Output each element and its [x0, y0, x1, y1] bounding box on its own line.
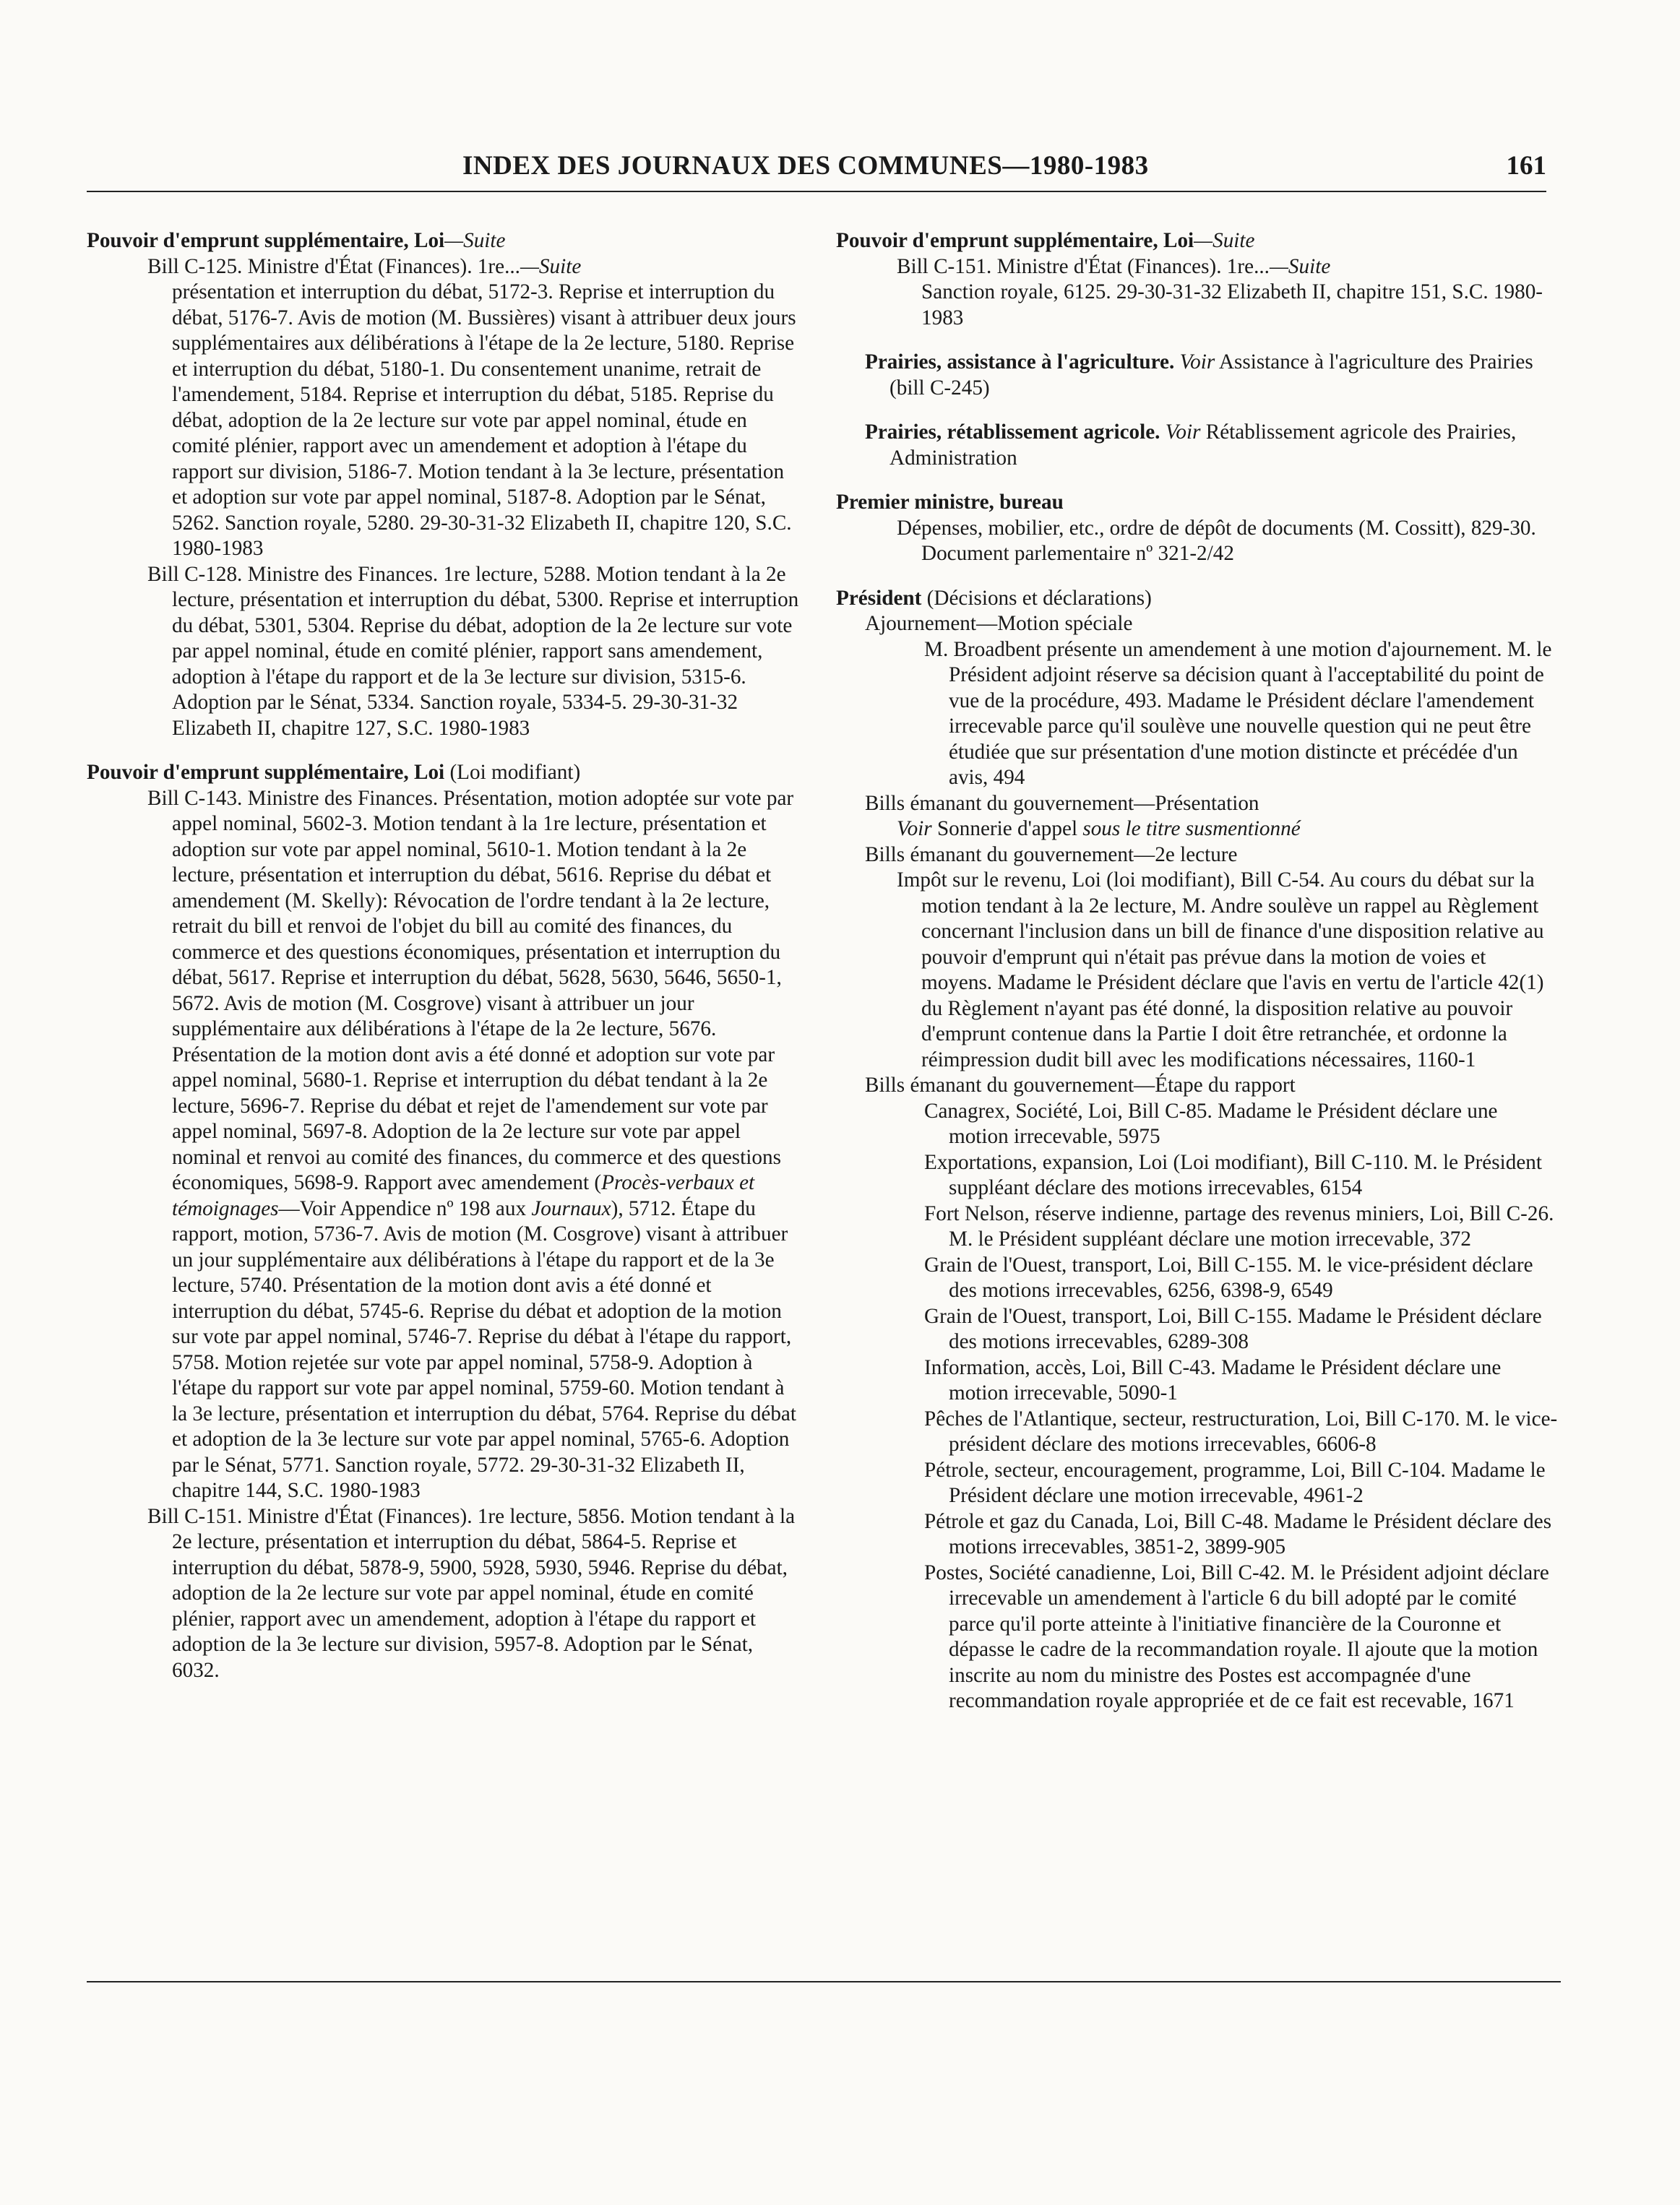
- sub-entry: Canagrex, Société, Loi, Bill C-85. Madame le Président déclare une motion irrecevable, 5975: [924, 1099, 1498, 1148]
- cross-reference: Voir Sonnerie d'appel sous le titre susmentionné: [897, 817, 1301, 840]
- sub-entry: Pétrole, secteur, encouragement, programme, Loi, Bill C-104. Madame le Président déclare une motion irrecevable, 4961-2: [924, 1458, 1546, 1507]
- index-entry: [836, 490, 1561, 567]
- sub-heading: Bills émanant du gouvernement—2e lecture: [865, 842, 1238, 866]
- sub-entry: Pétrole et gaz du Canada, Loi, Bill C-48. Madame le Président déclare des motions irrecevables, 3851-2, 3899-905: [924, 1509, 1552, 1558]
- sub-heading: Bills émanant du gouvernement—Étape du rapport: [865, 1074, 1296, 1097]
- bill-entry: Bill C-143. Ministre des Finances. Présentation, motion adoptée sur vote par appel nominal, 5602-3. Motion tendant à la 1re lecture, présentation et adoption sur vote par appel nominal, 5610-1. Motion tendant à la 2e lecture, présentation et interruption du débat, 5616. Reprise du débat et amendement (M. Skelly): Révocation de l'ordre tendant à la 2e lecture, retrait du bill et renvoi de l'objet du bill au comité des finances, du commerce et des questions économiques, présentation et interruption du débat, 5617. Reprise et interruption du débat, 5628, 5630, 5646, 5650-1, 5672. Avis de motion (M. Cosgrove) visant à attribuer un jour supplémentaire aux délibérations à l'étape de la 2e lecture, 5676. Présentation de la motion dont avis a été donné et adoption sur vote par appel nominal, 5680-1. Reprise et interruption du débat tendant à la 2e lecture, 5696-7. Reprise du débat et rejet de l'amendement sur vote par appel nominal, 5697-8. Adoption de la 2e lecture sur vote par appel nominal et renvoi au comité des finances, du commerce et des questions économiques, 5698-9. Rapport avec amendement (Procès-verbaux et témoignages—Voir Appendice nº 198 aux Journaux), 5712. Étape du rapport, motion, 5736-7. Avis de motion (M. Cosgrove) visant à attribuer un jour supplémentaire aux délibérations à l'étape du rapport et de la 3e lecture, 5740. Présentation de la motion dont avis a été donné et interruption du débat, 5745-6. Reprise du débat et adoption de la motion sur vote par appel nominal, 5746-7. Reprise du débat à l'étape du rapport, 5758. Motion rejetée sur vote par appel nominal, 5758-9. Adoption à l'étape du rapport sur vote par appel nominal, 5759-60. Motion tendant à la 3e lecture, présentation et interruption du débat, 5764. Reprise du débat et adoption de la 3e lecture sur vote par appel nominal, 5765-6. Adoption par le Sénat, 5771. Sanction royale, 5772. 29-30-31-32 Elizabeth II, chapitre 144, S.C. 1980-1983: [147, 786, 796, 1502]
- sub-entry: Dépenses, mobilier, etc., ordre de dépôt de documents (M. Cossitt), 829-30. Document parlementaire nº 321-2/42: [897, 516, 1536, 565]
- page-header: [87, 150, 1546, 194]
- index-entry: [836, 228, 1561, 331]
- sub-heading: Ajournement—Motion spéciale: [865, 612, 1133, 635]
- bill-entry: Bill C-151. Ministre d'État (Finances). 1re...—Suite Sanction royale, 6125. 29-30-31-32 Elizabeth II, chapitre 151, S.C. 1980-1983: [897, 254, 1543, 329]
- index-entry: [87, 228, 802, 741]
- index-entry: Prairies, assistance à l'agriculture. Voir Assistance à l'agriculture des Prairies (bill C-245): [865, 350, 1533, 400]
- sub-entry: Postes, Société canadienne, Loi, Bill C-42. M. le Président adjoint déclare irrecevable un amendement à l'article 6 du bill adopté par le comité parce qu'il porte atteinte à l'initiative financière de la Couronne et dépasse le cadre de la recommandation royale. Il ajoute que la motion inscrite au nom du ministre des Postes est accompagnée d'une recommandation royale appropriée et de ce fait est recevable, 1671: [924, 1561, 1549, 1712]
- page-title: INDEX DES JOURNAUX DES COMMUNES—1980-1983: [462, 151, 1149, 181]
- bill-entry: Bill C-151. Ministre d'État (Finances). 1re lecture, 5856. Motion tendant à la 2e lecture, présentation et interruption du débat, 5864-5. Reprise et interruption du débat, 5878-9, 5900, 5928, 5930, 5946. Reprise du débat, adoption de la 2e lecture sur vote par appel nominal, étude en comité plénier, rapport avec un amendement, adoption à l'étape du rapport et adoption de la 3e lecture sur division, 5957-8. Adoption par le Sénat, 6032.: [147, 1504, 796, 1682]
- entry-heading: Premier ministre, bureau: [836, 491, 1064, 514]
- sub-entry: Grain de l'Ouest, transport, Loi, Bill C-155. M. le vice-président déclare des motions irrecevables, 6256, 6398-9, 6549: [924, 1253, 1533, 1302]
- sub-entry: Grain de l'Ouest, transport, Loi, Bill C-155. Madame le Président déclare des motions irrecevables, 6289-308: [924, 1304, 1542, 1353]
- page-number: 161: [1506, 151, 1546, 181]
- index-entry: [836, 586, 1561, 1714]
- entry-heading: Pouvoir d'emprunt supplémentaire, Loi—Suite: [87, 229, 506, 252]
- sub-entry: Information, accès, Loi, Bill C-43. Madame le Président déclare une motion irrecevable, 5090-1: [924, 1355, 1502, 1404]
- bill-entry: Bill C-125. Ministre d'État (Finances). 1re...—Suite présentation et interruption du débat, 5172-3. Reprise et interruption du débat, 5176-7. Avis de motion (M. Bussières) visant à attribuer deux jours supplémentaires aux délibérations à l'étape de la 2e lecture, 5180. Reprise et interruption du débat, 5180-1. Du consentement unanime, retrait de l'amendement, 5184. Reprise et interruption du débat, 5185. Reprise du débat, adoption de la 2e lecture sur vote par appel nominal, étude en comité plénier, rapport avec un amendement et adoption à l'étape du rapport sur division, 5186-7. Motion tendant à la 3e lecture, présentation et adoption sur vote par appel nominal, 5187-8. Adoption par le Sénat, 5262. Sanction royale, 5280. 29-30-31-32 Elizabeth II, chapitre 120, S.C. 1980-1983: [147, 254, 796, 560]
- header-rule: [87, 191, 1546, 192]
- bill-entry: Bill C-128. Ministre des Finances. 1re lecture, 5288. Motion tendant à la 2e lecture, présentation et interruption du débat, 5300. Reprise et interruption du débat, 5301, 5304. Reprise du débat, adoption de la 2e lecture sur vote par appel nominal, étude en comité plénier, rapport sans amendement, adoption à l'étape du rapport et de la 3e lecture sur division, 5315-6. Adoption par le Sénat, 5334. Sanction royale, 5334-5. 29-30-31-32 Elizabeth II, chapitre 127, S.C. 1980-1983: [147, 562, 799, 740]
- left-column: [87, 228, 802, 1702]
- index-entry: Prairies, rétablissement agricole. Voir Rétablissement agricole des Prairies, Administration: [865, 420, 1517, 470]
- entry-heading: Pouvoir d'emprunt supplémentaire, Loi (Loi modifiant): [87, 761, 581, 784]
- right-column: [836, 228, 1561, 1733]
- entry-heading: Président (Décisions et déclarations): [836, 586, 1152, 610]
- sub-entry: Exportations, expansion, Loi (Loi modifiant), Bill C-110. M. le Président suppléant déclare des motions irrecevables, 6154: [924, 1150, 1542, 1199]
- sub-entry: Fort Nelson, réserve indienne, partage des revenus miniers, Loi, Bill C-26. M. le Président suppléant déclare une motion irrecevable, 372: [924, 1201, 1554, 1251]
- sub-entry: Pêches de l'Atlantique, secteur, restructuration, Loi, Bill C-170. M. le vice-président déclare des motions irrecevables, 6606-8: [924, 1407, 1558, 1456]
- sub-entry: M. Broadbent présente un amendement à une motion d'ajournement. M. le Président adjoint réserve sa décision quant à l'acceptabilité du point de vue de la procédure, 493. Madame le Président déclare l'amendement irrecevable parce qu'il soulève une nouvelle question qui ne peut être étudiée que sur présentation d'une motion distincte et précédée d'un avis, 494: [924, 637, 1552, 789]
- sub-heading: Bills émanant du gouvernement—Présentation: [865, 791, 1259, 815]
- sub-entry: Impôt sur le revenu, Loi (loi modifiant), Bill C-54. Au cours du débat sur la motion tendant à la 2e lecture, M. Andre soulève un rappel au Règlement concernant l'inclusion dans un bill de finance d'une disposition relative au pouvoir d'emprunt qui n'était pas prévue dans la motion de voies et moyens. Madame le Président déclare que l'avis en vertu de l'article 42(1) du Règlement n'ayant pas été donné, la disposition relative au pouvoir d'emprunt contenue dans la Partie I doit être retranchée, et ordonne la réimpression dudit bill avec les modifications nécessaires, 1160-1: [897, 868, 1544, 1071]
- index-entry: [87, 760, 802, 1683]
- entry-heading: Pouvoir d'emprunt supplémentaire, Loi—Suite: [836, 229, 1255, 252]
- footer-rule: [87, 1981, 1561, 1982]
